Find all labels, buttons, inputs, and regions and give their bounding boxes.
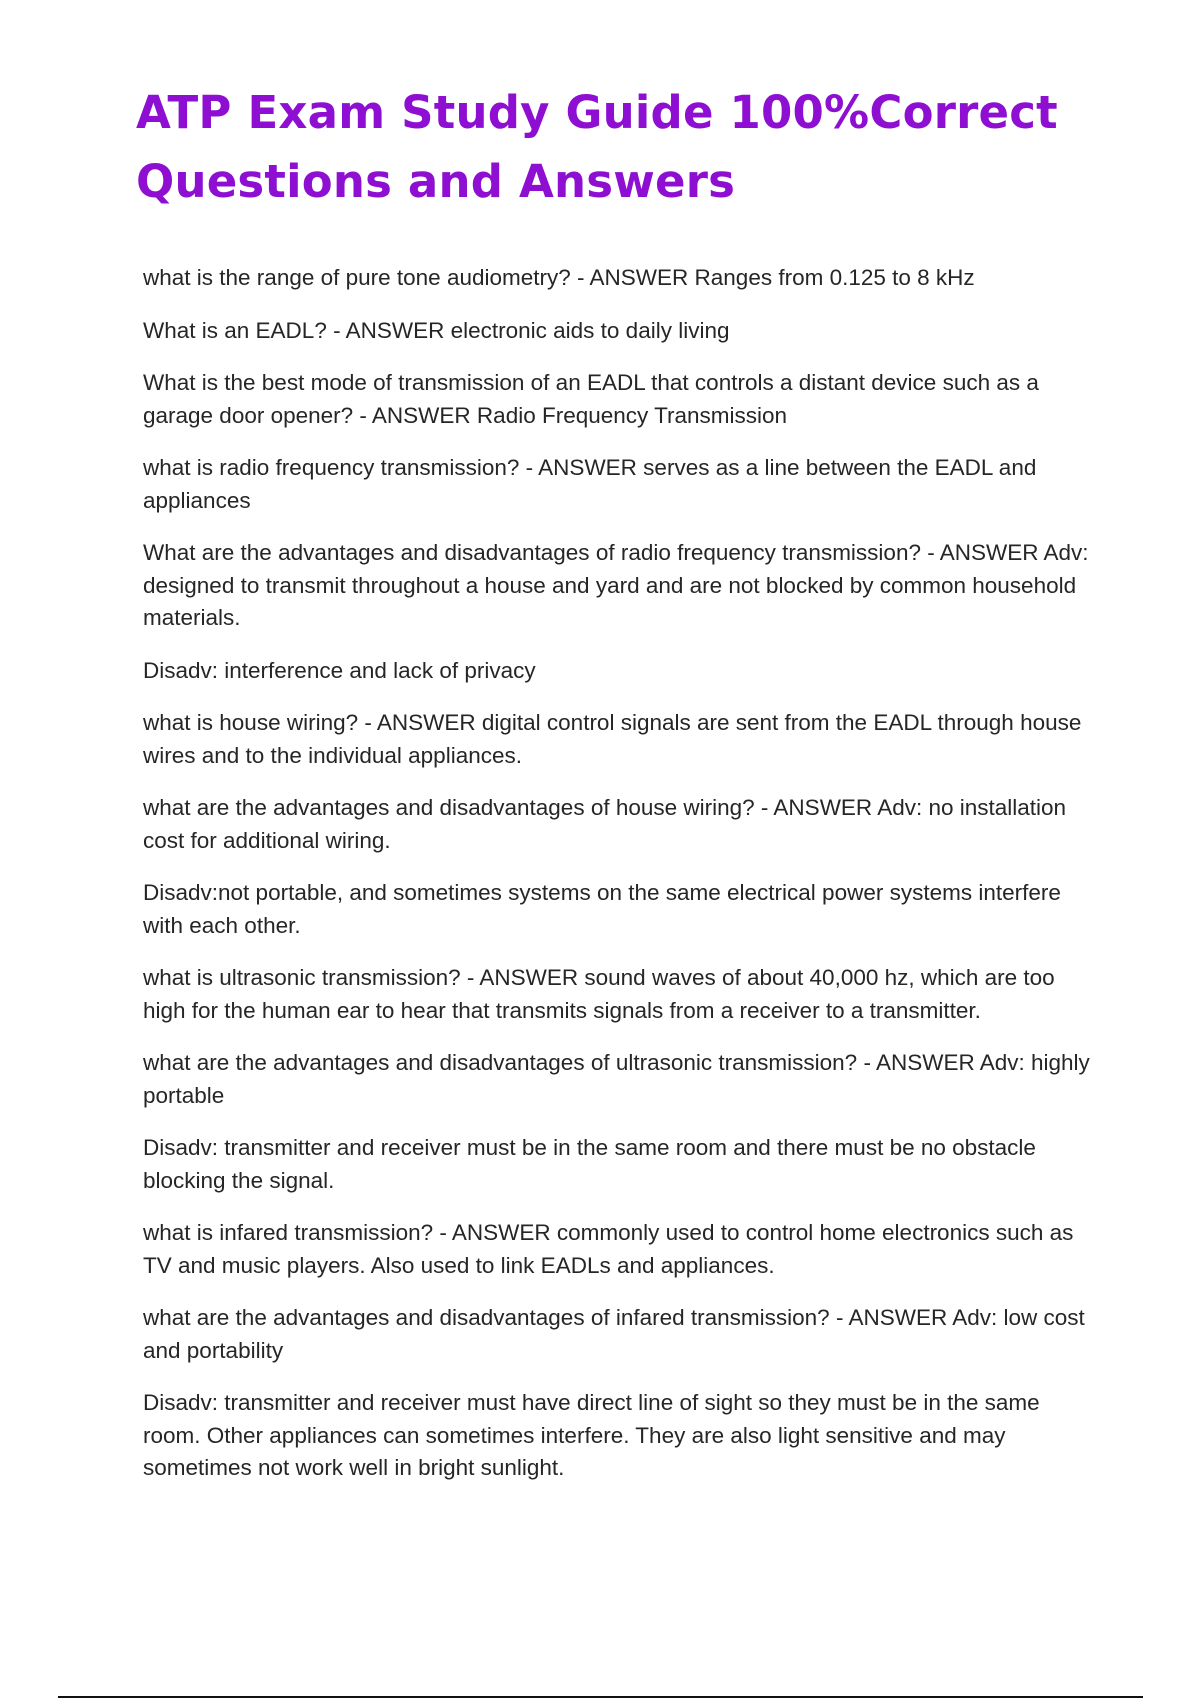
qa-paragraph-2: What is an EADL? - ANSWER electronic aids to daily living	[143, 317, 730, 343]
qa-paragraph-12: Disadv: transmitter and receiver must be in the same room and there must be no obstacle blocking the signal.	[143, 1135, 1036, 1193]
qa-paragraph-15: Disadv: transmitter and receiver must have direct line of sight so they must be in the same room. Other appliances can sometimes interfere. They are also light sensitive and may sometimes not work well in bright sunlight.	[143, 1390, 1040, 1480]
qa-paragraph-7: what is house wiring? - ANSWER digital control signals are sent from the EADL through house wires and to the individual appliances.	[143, 710, 1082, 768]
qa-paragraph-13: what is infared transmission? - ANSWER commonly used to control home electronics such as TV and music players. Also used to link EADLs and appliances.	[143, 1220, 1074, 1278]
qa-paragraph-4: what is radio frequency transmission? - ANSWER serves as a line between the EADL and appliances	[143, 455, 1037, 513]
qa-paragraph-3: What is the best mode of transmission of an EADL that controls a distant device such as a garage door opener? - ANSWER Radio Frequency Transmission	[143, 370, 1039, 428]
qa-paragraph-9: Disadv:not portable, and sometimes systems on the same electrical power systems interfere with each other.	[143, 880, 1061, 938]
bottom-divider	[58, 1696, 1143, 1698]
qa-paragraph-11: what are the advantages and disadvantages of ultrasonic transmission? - ANSWER Adv: highly portable	[143, 1050, 1090, 1108]
qa-content	[143, 262, 1103, 1505]
qa-paragraph-6: Disadv: interference and lack of privacy	[143, 657, 536, 683]
qa-paragraph-5: What are the advantages and disadvantages of radio frequency transmission? - ANSWER Adv: designed to transmit throughout a house and yard and are not blocked by common household materials.	[143, 540, 1089, 630]
qa-paragraph-1: what is the range of pure tone audiometry? - ANSWER Ranges from 0.125 to 8 kHz	[143, 265, 975, 290]
qa-paragraph-8: what are the advantages and disadvantages of house wiring? - ANSWER Adv: no installation cost for additional wiring.	[143, 795, 1067, 853]
document-title: ATP Exam Study Guide 100%Correct Questions and Answers	[136, 86, 1058, 208]
qa-paragraph-14: what are the advantages and disadvantages of infared transmission? - ANSWER Adv: low cost and portability	[143, 1305, 1085, 1363]
qa-paragraph-10: what is ultrasonic transmission? - ANSWER sound waves of about 40,000 hz, which are too high for the human ear to hear that transmits signals from a receiver to a transmitter.	[143, 965, 1055, 1023]
